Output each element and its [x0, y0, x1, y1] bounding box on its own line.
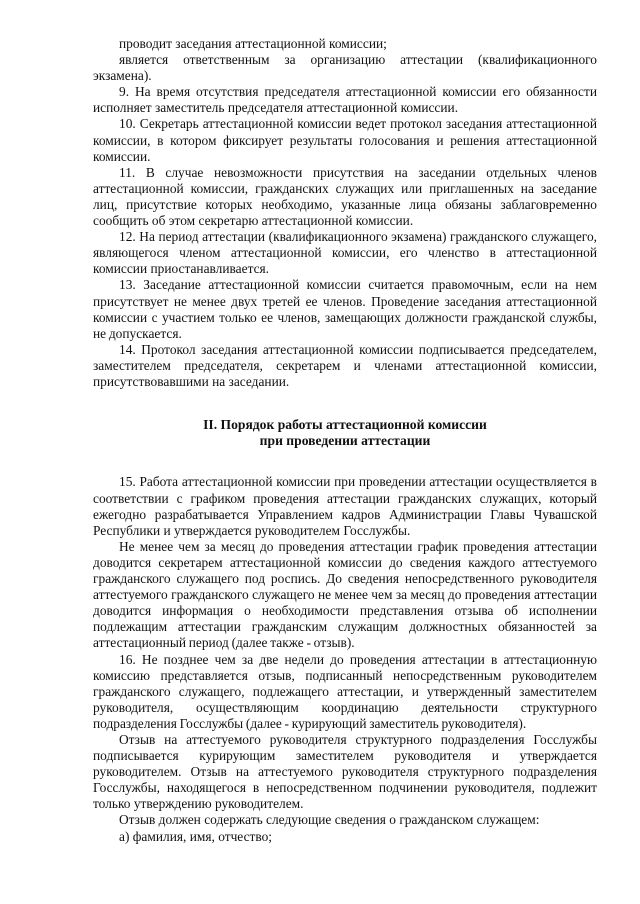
paragraph-10: 10. Секретарь аттестационной комиссии ведет протокол заседания аттестационной комиссии, в котором фиксирует результаты голосования и решения аттестационной комиссии. [93, 116, 597, 164]
list-item-a: а) фамилия, имя, отчество; [119, 828, 273, 844]
section-heading-line-1: II. Порядок работы аттестационной комиссии [203, 417, 487, 433]
paragraph-16: 16. Не позднее чем за две недели до проведения аттестации в аттестационную комиссию представляется отзыв, подписанный непосредственным руководителем гражданского служащего, подлежащего аттестации, и утвержденный заместителем руководителя, осуществляющим координацию деятельности структурного подразделения Госслужбы (далее - курирующий заместитель руководителя). [93, 651, 597, 731]
section-one-tail [93, 36, 597, 390]
paragraph-schedule-notice: Не менее чем за месяц до проведения аттестации график проведения аттестации доводится секретарем аттестационной комиссии до сведения каждого аттестуемого гражданского служащего под роспись. До сведения непосредственного руководителя аттестуемого гражданского служащего не менее чем за месяц до проведения аттестации доводится информация о необходимости представления отзыва об исполнении подлежащим аттестации гражданским служащим должностных обязанностей за аттестационный период (далее также - отзыв). [93, 538, 597, 651]
paragraph-chairman-responsibility: является ответственным за организацию аттестации (квалификационного экзамена). [93, 52, 597, 84]
paragraph-14: 14. Протокол заседания аттестационной комиссии подписывается председателем, заместителем председателя, секретарем и членами аттестационной комиссии, присутствовавшими на заседании. [93, 341, 597, 389]
paragraph-review-contents: Отзыв должен содержать следующие сведения о гражданском служащем: [119, 812, 540, 828]
paragraph-15: 15. Работа аттестационной комиссии при проведении аттестации осуществляется в соответствии с графиком проведения аттестации гражданских служащих, который ежегодно разрабатывается Управлением кадров Администрации Главы Чувашской Республики и утверждается руководителем Госслужбы. [93, 474, 597, 538]
paragraph-12: 12. На период аттестации (квалификационного экзамена) гражданского служащего, являющегося членом аттестационной комиссии, его членство в аттестационной комиссии приостанавливается. [93, 229, 597, 277]
paragraph-9: 9. На время отсутствия председателя аттестационной комиссии его обязанности исполняет заместитель председателя аттестационной комиссии. [93, 84, 597, 116]
paragraph-13: 13. Заседание аттестационной комиссии считается правомочным, если на нем присутствует не менее двух третей ее членов. Проведение заседания аттестационной комиссии с участием только ее членов, замещающих должности гражданской службы, не допускается. [93, 277, 597, 341]
section-two-body [93, 474, 597, 844]
section-heading [93, 417, 597, 449]
document-page [93, 36, 597, 845]
section-heading-line-2: при проведении аттестации [259, 433, 431, 449]
paragraph-review-signing: Отзыв на аттестуемого руководителя структурного подразделения Госслужбы подписывается курирующим заместителем руководителя и утверждается руководителем. Отзыв на аттестуемого руководителя структурного подразделения Госслужбы, находящегося в непосредственном подчинении руководителя, подлежит только утверждению руководителем. [93, 731, 597, 812]
paragraph-11: 11. В случае невозможности присутствия на заседании отдельных членов аттестационной комиссии, гражданских служащих или приглашенных на заседание лиц, присутствие которых необходимо, указанные лица обязаны заблаговременно сообщить об этом секретарю аттестационной комиссии. [93, 164, 597, 229]
paragraph-chairman-duty: проводит заседания аттестационной комиссии; [119, 36, 387, 51]
